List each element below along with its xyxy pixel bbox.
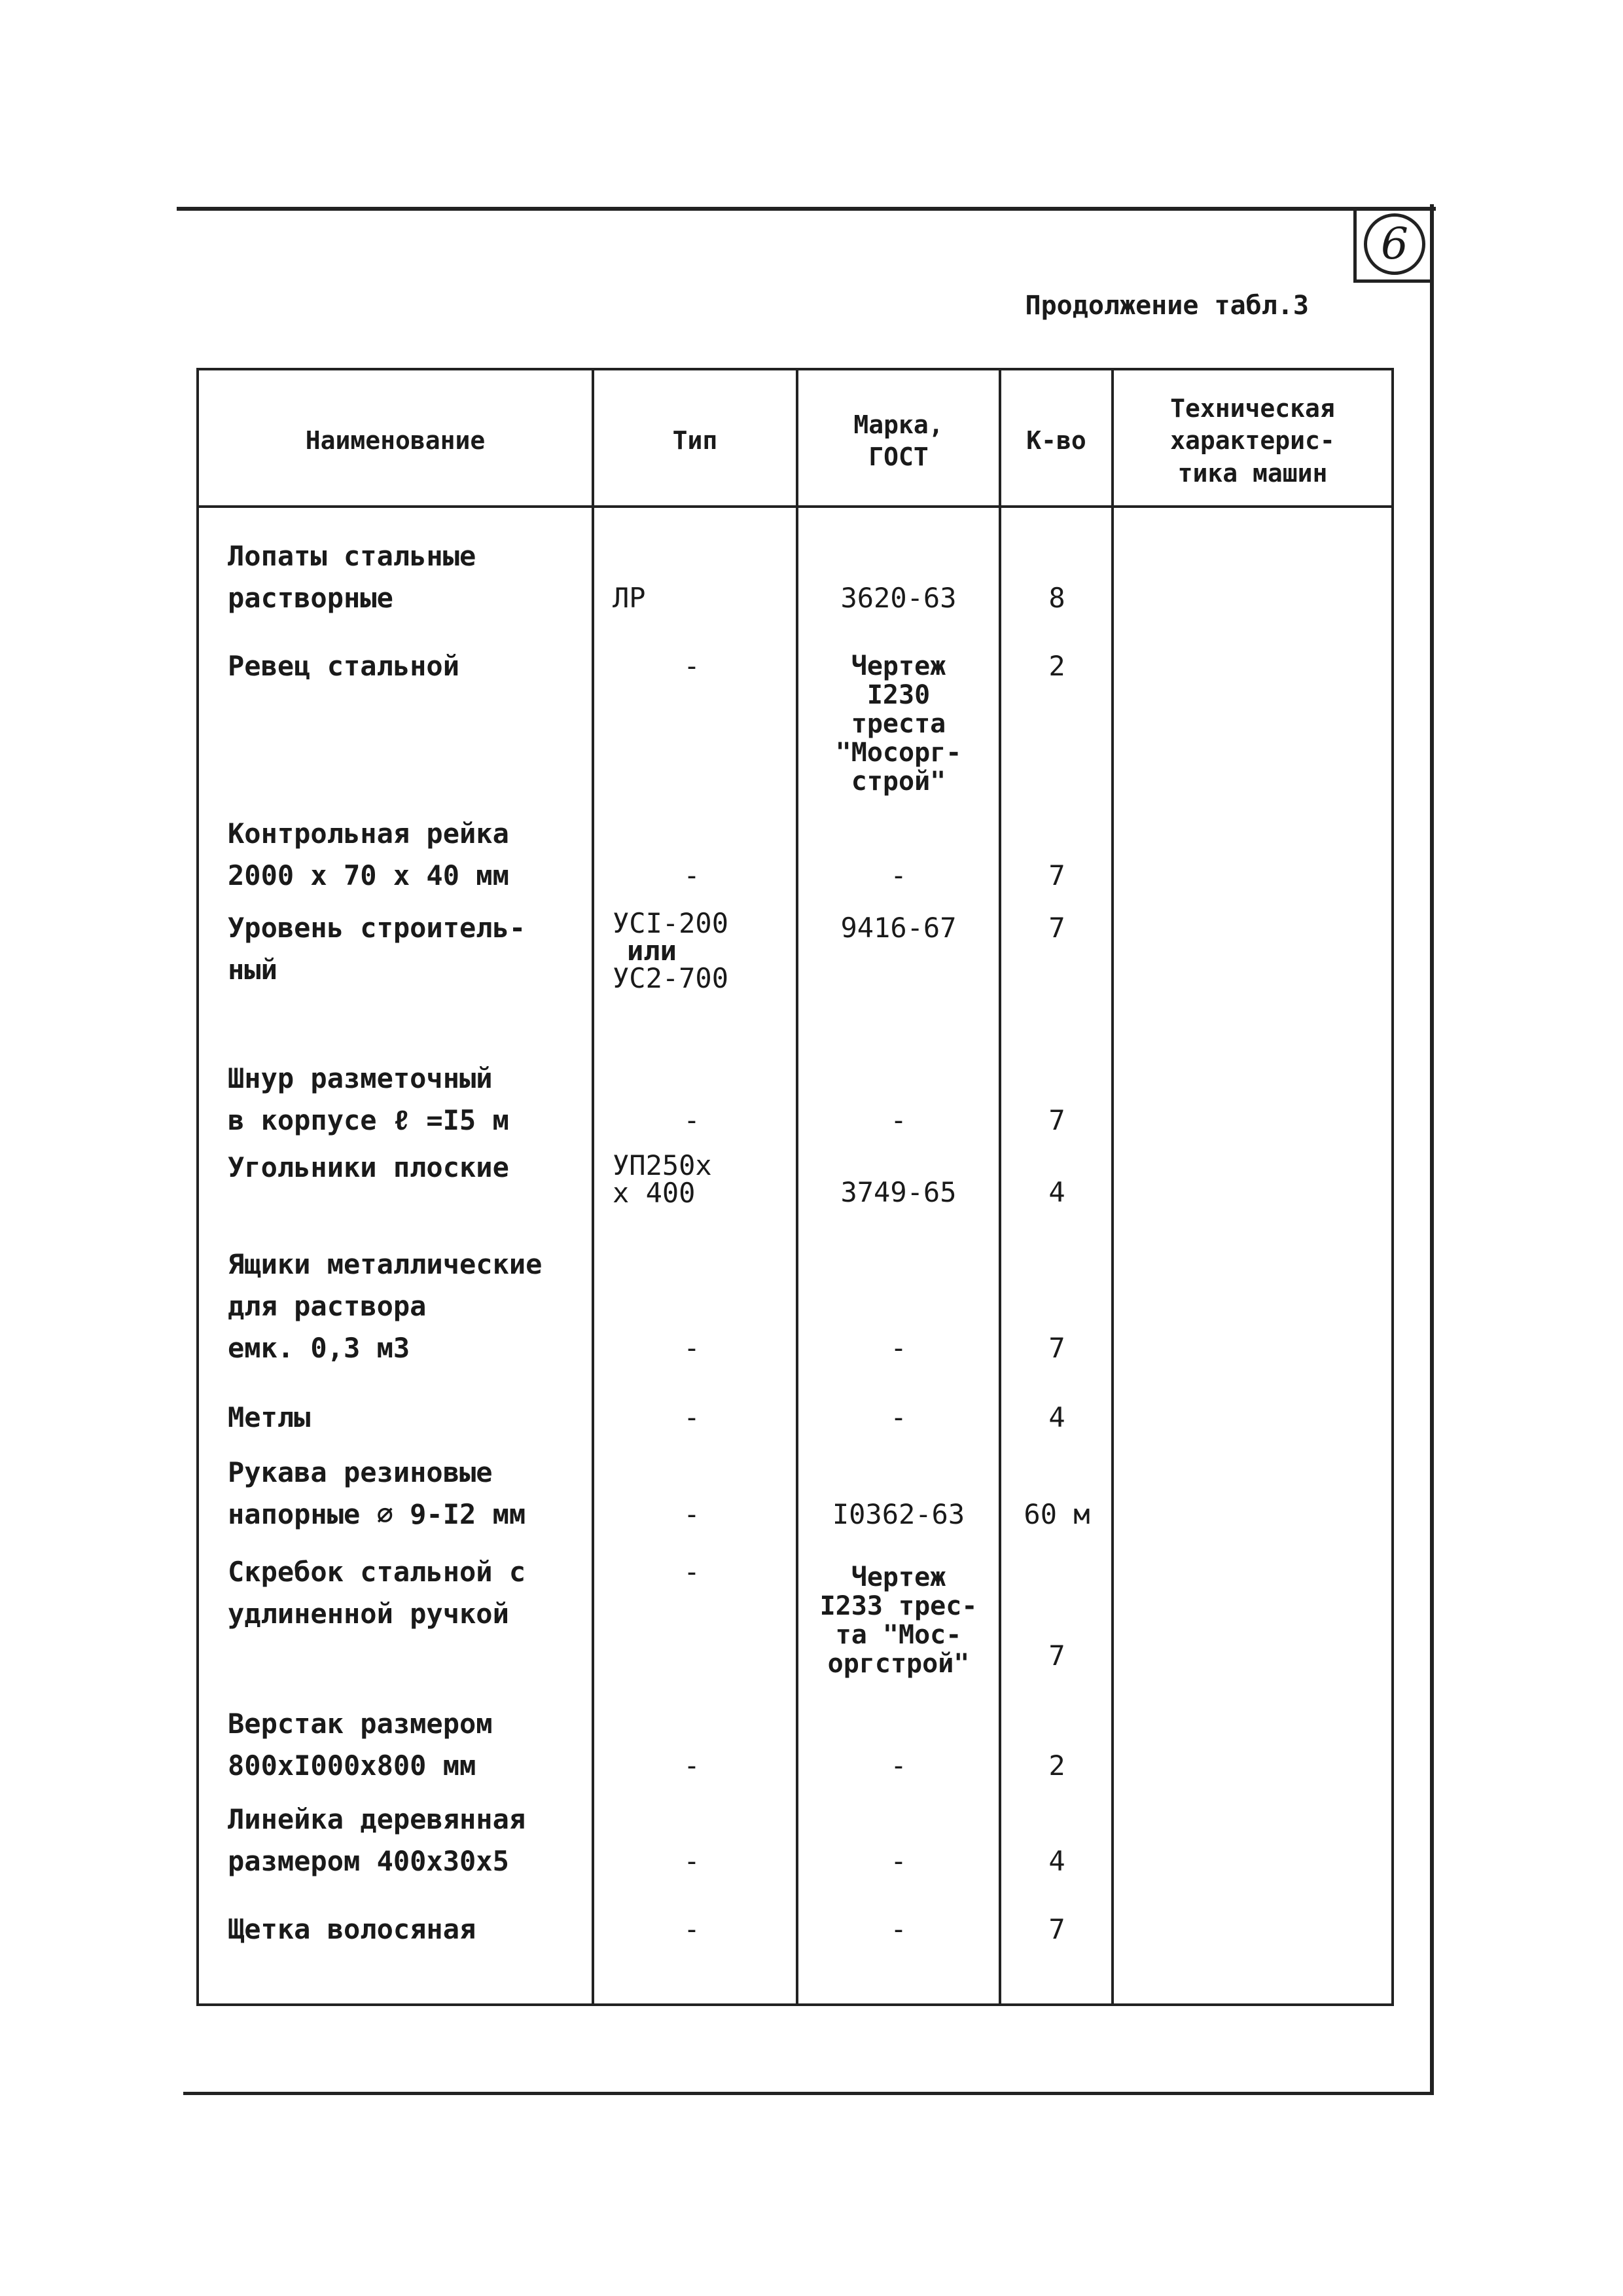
column-border [1391,368,1394,2006]
column-border [1111,368,1114,2006]
item-qty: 4 [1048,1176,1065,1208]
item-name-line: 800хI000х800 мм [228,1749,476,1782]
item-type: - [683,1104,700,1136]
item-type: - [683,1845,700,1877]
item-type: - [683,1498,700,1530]
item-name-line: растворные [228,582,393,614]
column-border [592,368,594,2006]
table-bottom-border [196,2003,1394,2006]
item-mark: - [890,1913,907,1945]
column-border [999,368,1001,2006]
item-mark-line: оргстрой" [827,1649,970,1679]
item-mark-line: I230 [866,680,931,710]
frame-bottom-line [183,2092,1434,2095]
item-mark: - [890,1749,907,1782]
item-name-line: ный [228,954,277,986]
item-mark: - [890,1332,907,1364]
item-name-line: Линейка деревянная [228,1803,526,1835]
item-qty: 60 м [1024,1498,1090,1530]
item-name-line: Шнур разметочный [228,1062,493,1094]
page-number: 6 [1364,213,1425,275]
header-tech-line: характерис- [1170,426,1335,456]
item-qty: 7 [1048,859,1065,891]
item-name-line: для раствора [228,1290,427,1322]
item-name [228,813,581,897]
item-mark: 3749-65 [840,1176,957,1208]
item-qty: 2 [1048,650,1065,682]
item-mark: - [890,1104,907,1136]
table-top-border [196,368,1394,370]
item-name-line: Ящики металлические [228,1248,543,1280]
item-name [228,1452,581,1535]
item-name: Ревец стальной [228,650,460,682]
item-type-line: или [627,935,677,967]
column-border [196,368,199,2006]
item-type: - [683,650,700,682]
item-name [228,535,581,619]
item-mark-line: треста [851,709,946,739]
item-qty: 4 [1048,1401,1065,1433]
header-tech-line: тика машин [1177,458,1328,488]
item-mark: I0362-63 [832,1498,965,1530]
item-name [228,1703,581,1787]
item-name-line: Контрольная рейка [228,817,509,850]
equipment-table [196,368,1394,2006]
frame-right-line [1430,204,1434,2094]
item-qty: 7 [1048,912,1065,944]
item-mark: - [890,1401,907,1433]
item-mark-line: Чертеж [851,1562,946,1592]
header-type: Тип [672,426,718,456]
header-mark-line: ГОСТ [868,442,929,471]
item-type-line: х 400 [613,1177,696,1209]
item-name-line: Уровень строитель- [228,912,526,944]
frame-top-line [177,207,1436,211]
item-name [228,1551,581,1635]
item-qty: 4 [1048,1845,1065,1877]
item-mark-line: Чертеж [851,651,946,681]
item-name-line: удлиненной ручкой [228,1598,509,1630]
item-name-line: Лопаты стальные [228,540,476,572]
item-type: - [683,1401,700,1433]
item-mark [804,1563,993,1678]
item-qty: 7 [1048,1332,1065,1364]
header-name: Наименование [305,426,486,456]
item-name-line: размером 400х30х5 [228,1845,509,1877]
item-name-line: в корпусе ℓ =I5 м [228,1104,509,1136]
item-type: ЛР [613,582,646,614]
item-name [228,1244,581,1369]
item-mark: 9416-67 [840,912,957,944]
header-mark [798,376,999,507]
item-qty: 7 [1048,1913,1065,1945]
item-name [228,1058,581,1141]
item-mark: 3620-63 [840,582,957,614]
item-mark-line: та "Мос- [835,1620,962,1650]
table-caption: Продолжение табл.3 [1025,291,1309,321]
item-mark [804,652,993,796]
item-qty: 8 [1048,582,1065,614]
item-type: - [683,859,700,891]
item-qty: 7 [1048,1104,1065,1136]
item-type [613,1149,802,1209]
item-type-line: УС2-700 [613,962,729,994]
item-name-line: напорные ∅ 9-I2 мм [228,1498,526,1530]
item-type [613,907,802,994]
item-qty: 7 [1048,1640,1065,1672]
item-mark-line: I233 трес- [819,1591,978,1621]
item-name-line: 2000 х 70 х 40 мм [228,859,509,891]
header-tech-line: Техническая [1170,393,1335,423]
item-qty: 2 [1048,1749,1065,1782]
item-type-line: УСI-200 [613,907,729,939]
item-type-line: УП250х [613,1149,712,1181]
item-name: Метлы [228,1401,311,1433]
item-type: - [683,1556,700,1588]
item-mark: - [890,859,907,891]
item-mark: - [890,1845,907,1877]
item-mark-line: строй" [851,766,946,797]
header-qty: К-во [1026,426,1086,456]
item-type: - [683,1749,700,1782]
item-name-line: Верстак размером [228,1708,493,1740]
header-tech [1114,376,1391,507]
item-name: Угольники плоские [228,1151,509,1183]
item-mark-line: "Мосорг- [835,738,962,768]
item-name-line: Скребок стальной с [228,1556,526,1588]
item-name-line: Рукава резиновые [228,1456,493,1488]
item-name [228,1799,581,1882]
item-type: - [683,1332,700,1364]
item-name: Щетка волосяная [228,1913,476,1945]
header-mark-line: Марка, [853,410,944,439]
item-type: - [683,1913,700,1945]
item-name-line: емк. 0,3 м3 [228,1332,410,1364]
item-name [228,907,581,991]
